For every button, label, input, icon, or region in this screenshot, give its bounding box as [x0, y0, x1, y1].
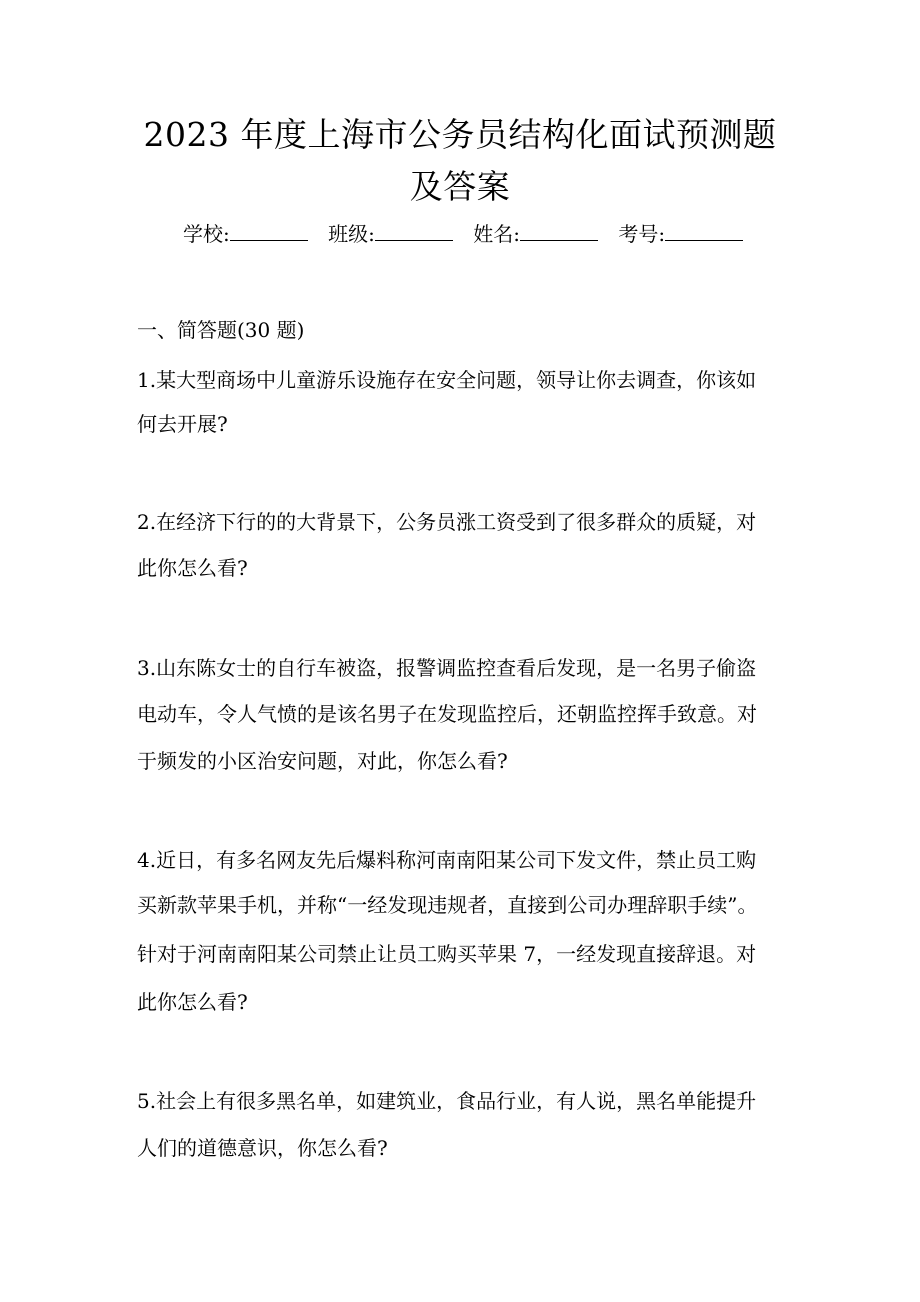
- name-field[interactable]: [473, 222, 598, 246]
- name-blank[interactable]: [520, 222, 598, 241]
- question-1-line-2: 何去开展?: [137, 412, 228, 436]
- question-5-line-2: 人们的道德意识，你怎么看?: [137, 1136, 388, 1160]
- student-info-line: [183, 222, 743, 246]
- section-heading: 一、简答题(30 题): [137, 318, 305, 342]
- question-1-line-1: 1.某大型商场中儿童游乐设施存在安全问题，领导让你去调查，你该如: [137, 368, 757, 392]
- school-label: 学校:: [183, 222, 230, 246]
- question-2-line-1: 2.在经济下行的的大背景下，公务员涨工资受到了很多群众的质疑，对: [137, 510, 757, 534]
- name-label: 姓名:: [473, 222, 520, 246]
- class-blank[interactable]: [375, 222, 453, 241]
- class-label: 班级:: [328, 222, 375, 246]
- document-title-line-1: 2023 年度上海市公务员结构化面试预测题: [143, 115, 777, 154]
- question-3-line-3: 于频发的小区治安问题，对此，你怎么看?: [137, 749, 508, 773]
- exam-number-label: 考号:: [618, 222, 666, 246]
- question-4-line-3: 针对于河南南阳某公司禁止让员工购买苹果 7，一经发现直接辞退。对: [137, 942, 757, 966]
- question-2-line-2: 此你怎么看?: [137, 556, 248, 580]
- exam-number-field[interactable]: [618, 222, 743, 246]
- question-4-line-2: 买新款苹果手机，并称“一经发现违规者，直接到公司办理辞职手续”。: [137, 893, 758, 917]
- school-field[interactable]: [183, 222, 308, 246]
- question-3-line-2: 电动车，令人气愤的是该名男子在发现监控后，还朝监控挥手致意。对: [137, 702, 757, 726]
- document-title-line-2: 及答案: [409, 167, 511, 206]
- class-field[interactable]: [328, 222, 453, 246]
- question-5-line-1: 5.社会上有很多黑名单，如建筑业，食品行业，有人说，黑名单能提升: [137, 1089, 757, 1113]
- question-4-line-4: 此你怎么看?: [137, 990, 248, 1014]
- exam-number-blank[interactable]: [665, 222, 743, 241]
- question-4-line-1: 4.近日，有多名网友先后爆料称河南南阳某公司下发文件，禁止员工购: [137, 848, 757, 872]
- question-3-line-1: 3.山东陈女士的自行车被盗，报警调监控查看后发现，是一名男子偷盗: [137, 656, 757, 680]
- school-blank[interactable]: [230, 222, 308, 241]
